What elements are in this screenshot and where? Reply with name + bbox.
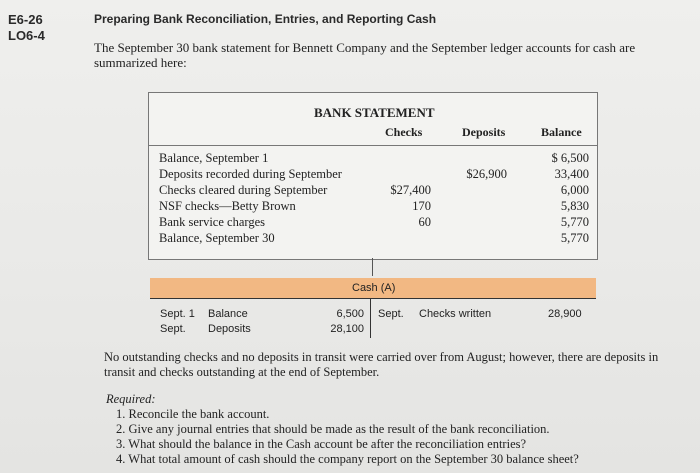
row-label: Balance, September 30: [159, 231, 275, 245]
debit-desc: Deposits: [208, 323, 251, 335]
row-balance: 5,770: [560, 231, 589, 245]
required-item: 3. What should the balance in the Cash account be after the reconciliation entries?: [116, 437, 527, 451]
row-balance: 33,400: [554, 167, 589, 181]
row-label: Deposits recorded during September: [159, 167, 342, 181]
required-item: 4. What total amount of cash should the company report on the September 30 balance sheet?: [116, 452, 579, 466]
exercise-code: E6-26: [8, 12, 43, 27]
row-balance: 6,000: [560, 183, 589, 197]
column-header-checks: Checks: [385, 125, 423, 139]
debit-amount: 6,500: [336, 308, 364, 320]
row-balance: $ 6,500: [551, 151, 589, 165]
debit-desc: Balance: [208, 308, 248, 320]
bank-statement-table: [148, 92, 598, 260]
row-checks: $27,400: [390, 183, 431, 197]
row-checks: 170: [412, 199, 431, 213]
credit-desc: Checks written: [419, 308, 492, 320]
debit-date: Sept.: [160, 323, 186, 335]
debit-amount: 28,100: [330, 323, 364, 335]
column-header-deposits: Deposits: [462, 125, 506, 139]
required-label: Required:: [106, 392, 156, 406]
connector-line: [372, 258, 373, 276]
row-balance: 5,770: [560, 215, 589, 229]
bank-statement-title: BANK STATEMENT: [314, 105, 435, 120]
column-header-balance: Balance: [541, 125, 582, 139]
t-account-title: Cash (A): [352, 282, 396, 294]
row-deposits: $26,900: [466, 167, 507, 181]
row-label: NSF checks—Betty Brown: [159, 199, 296, 213]
row-balance: 5,830: [560, 199, 589, 213]
required-item: 2. Give any journal entries that should be made as the result of the bank reconciliation.: [116, 422, 550, 436]
row-label: Bank service charges: [159, 215, 265, 229]
row-label: Checks cleared during September: [159, 183, 328, 197]
row-checks: 60: [418, 215, 431, 229]
note-paragraph: No outstanding checks and no deposits in transit were carried over from August; however, there are deposits in transit and checks outstanding at the end of September.: [104, 350, 659, 379]
exercise-intro: The September 30 bank statement for Bennett Company and the September ledger accounts for cash are summarized here:: [94, 40, 636, 70]
exercise-title: Preparing Bank Reconciliation, Entries, and Reporting Cash: [94, 12, 437, 26]
debit-date: Sept. 1: [160, 308, 195, 320]
credit-amount: 28,900: [548, 308, 582, 320]
t-account-divider: [370, 298, 371, 338]
credit-date: Sept.: [378, 308, 404, 320]
row-label: Balance, September 1: [159, 151, 269, 165]
required-item: 1. Reconcile the bank account.: [116, 407, 270, 421]
learning-objective: LO6-4: [8, 28, 45, 43]
